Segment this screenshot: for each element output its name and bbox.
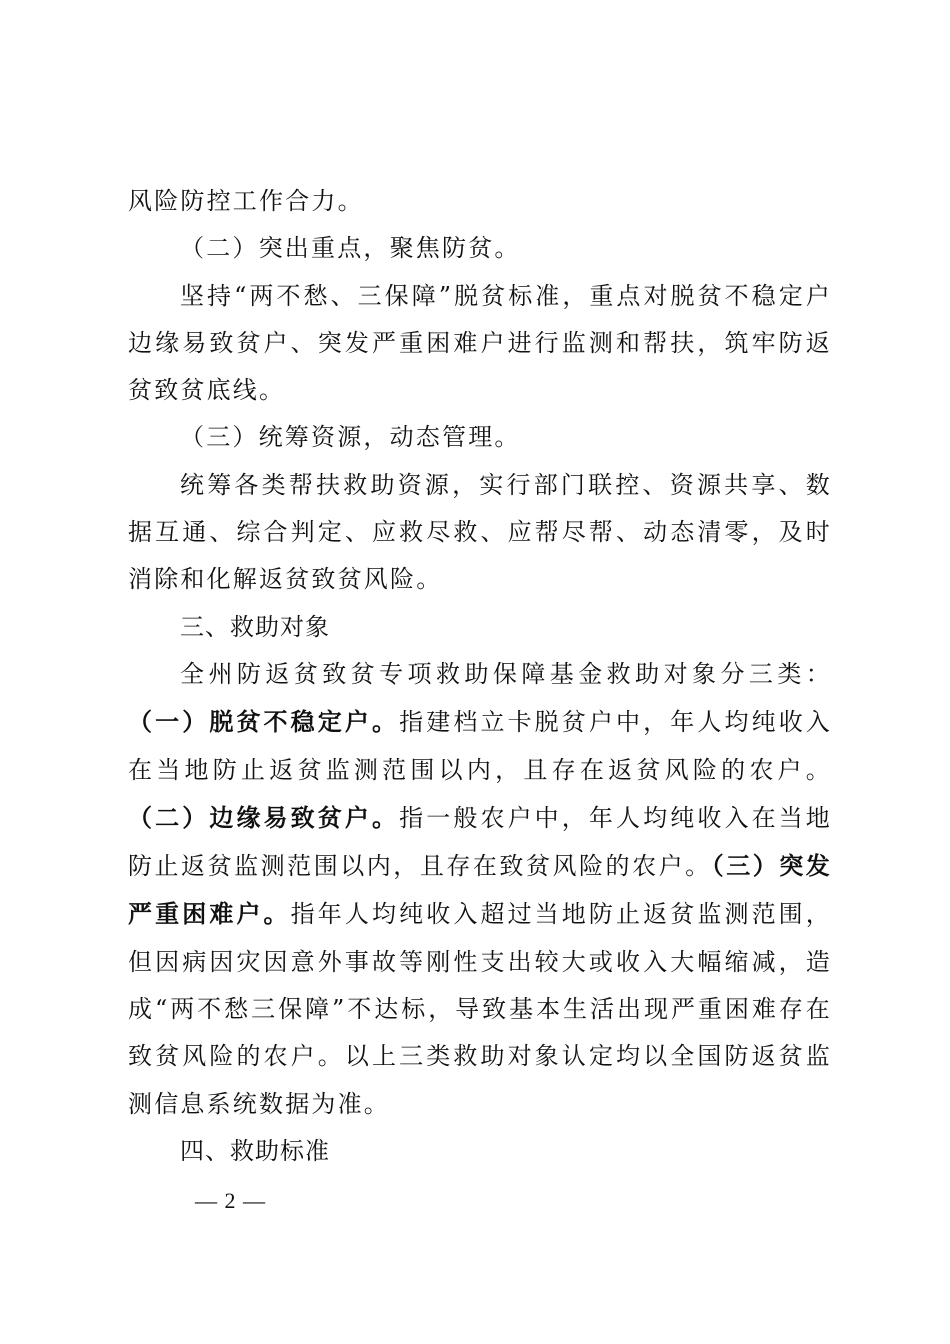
recipients-intro: 全州防返贫致贫专项救助保障基金救助对象分三类： [180,659,832,688]
paragraph-recipients [128,651,832,1128]
page-number: — 2 — [195,1188,266,1213]
paragraph-standards: 坚持“两不愁、三保障”脱贫标准，重点对脱贫不稳定户边缘易致贫户、突发严重困难户进行监测和帮扶，筑牢防返贫致贫底线。 [128,281,832,405]
document-body [128,178,832,1175]
section-heading-recipients: 三、救助对象 [180,612,330,641]
subheading-focus: （二）突出重点，聚焦防贫。 [180,234,521,263]
subheading-resources: （三）统筹资源，动态管理。 [180,423,521,452]
category-3-label: （三）突发严重困难户。 [128,851,832,929]
paragraph-resources: 统筹各类帮扶救助资源，实行部门联控、资源共享、数据互通、综合判定、应救尽救、应帮尽帮、动态清零，及时消除和化解返贫致贫风险。 [128,470,832,594]
section-heading-standards: 四、救助标准 [180,1136,330,1165]
category-2-label: （二）边缘易致贫户。 [128,802,400,832]
paragraph-continuation: 风险防控工作合力。 [128,187,364,215]
category-2-text: 指一般农户中，年人均纯收入在当地防止返贫监测范围以内，且存在致贫风险的农户。 [128,803,833,881]
category-3-text: 指年人均纯收入超过当地防止返贫监测范围，但因病因灾因意外事故等刚性支出较大或收入大幅缩减，造成“两不愁三保障”不达标，导致基本生活出现严重困难存在致贫风险的农户。以上三类救助对象认定均以全国防返贫监测信息系统数据为准。 [128,900,832,1118]
category-1-text: 指建档立卡脱贫户中，年人均纯收入在当地防止返贫监测范围以内，且存在返贫风险的农户。 [128,708,833,784]
category-1-label: （一）脱贫不稳定户。 [128,707,400,737]
